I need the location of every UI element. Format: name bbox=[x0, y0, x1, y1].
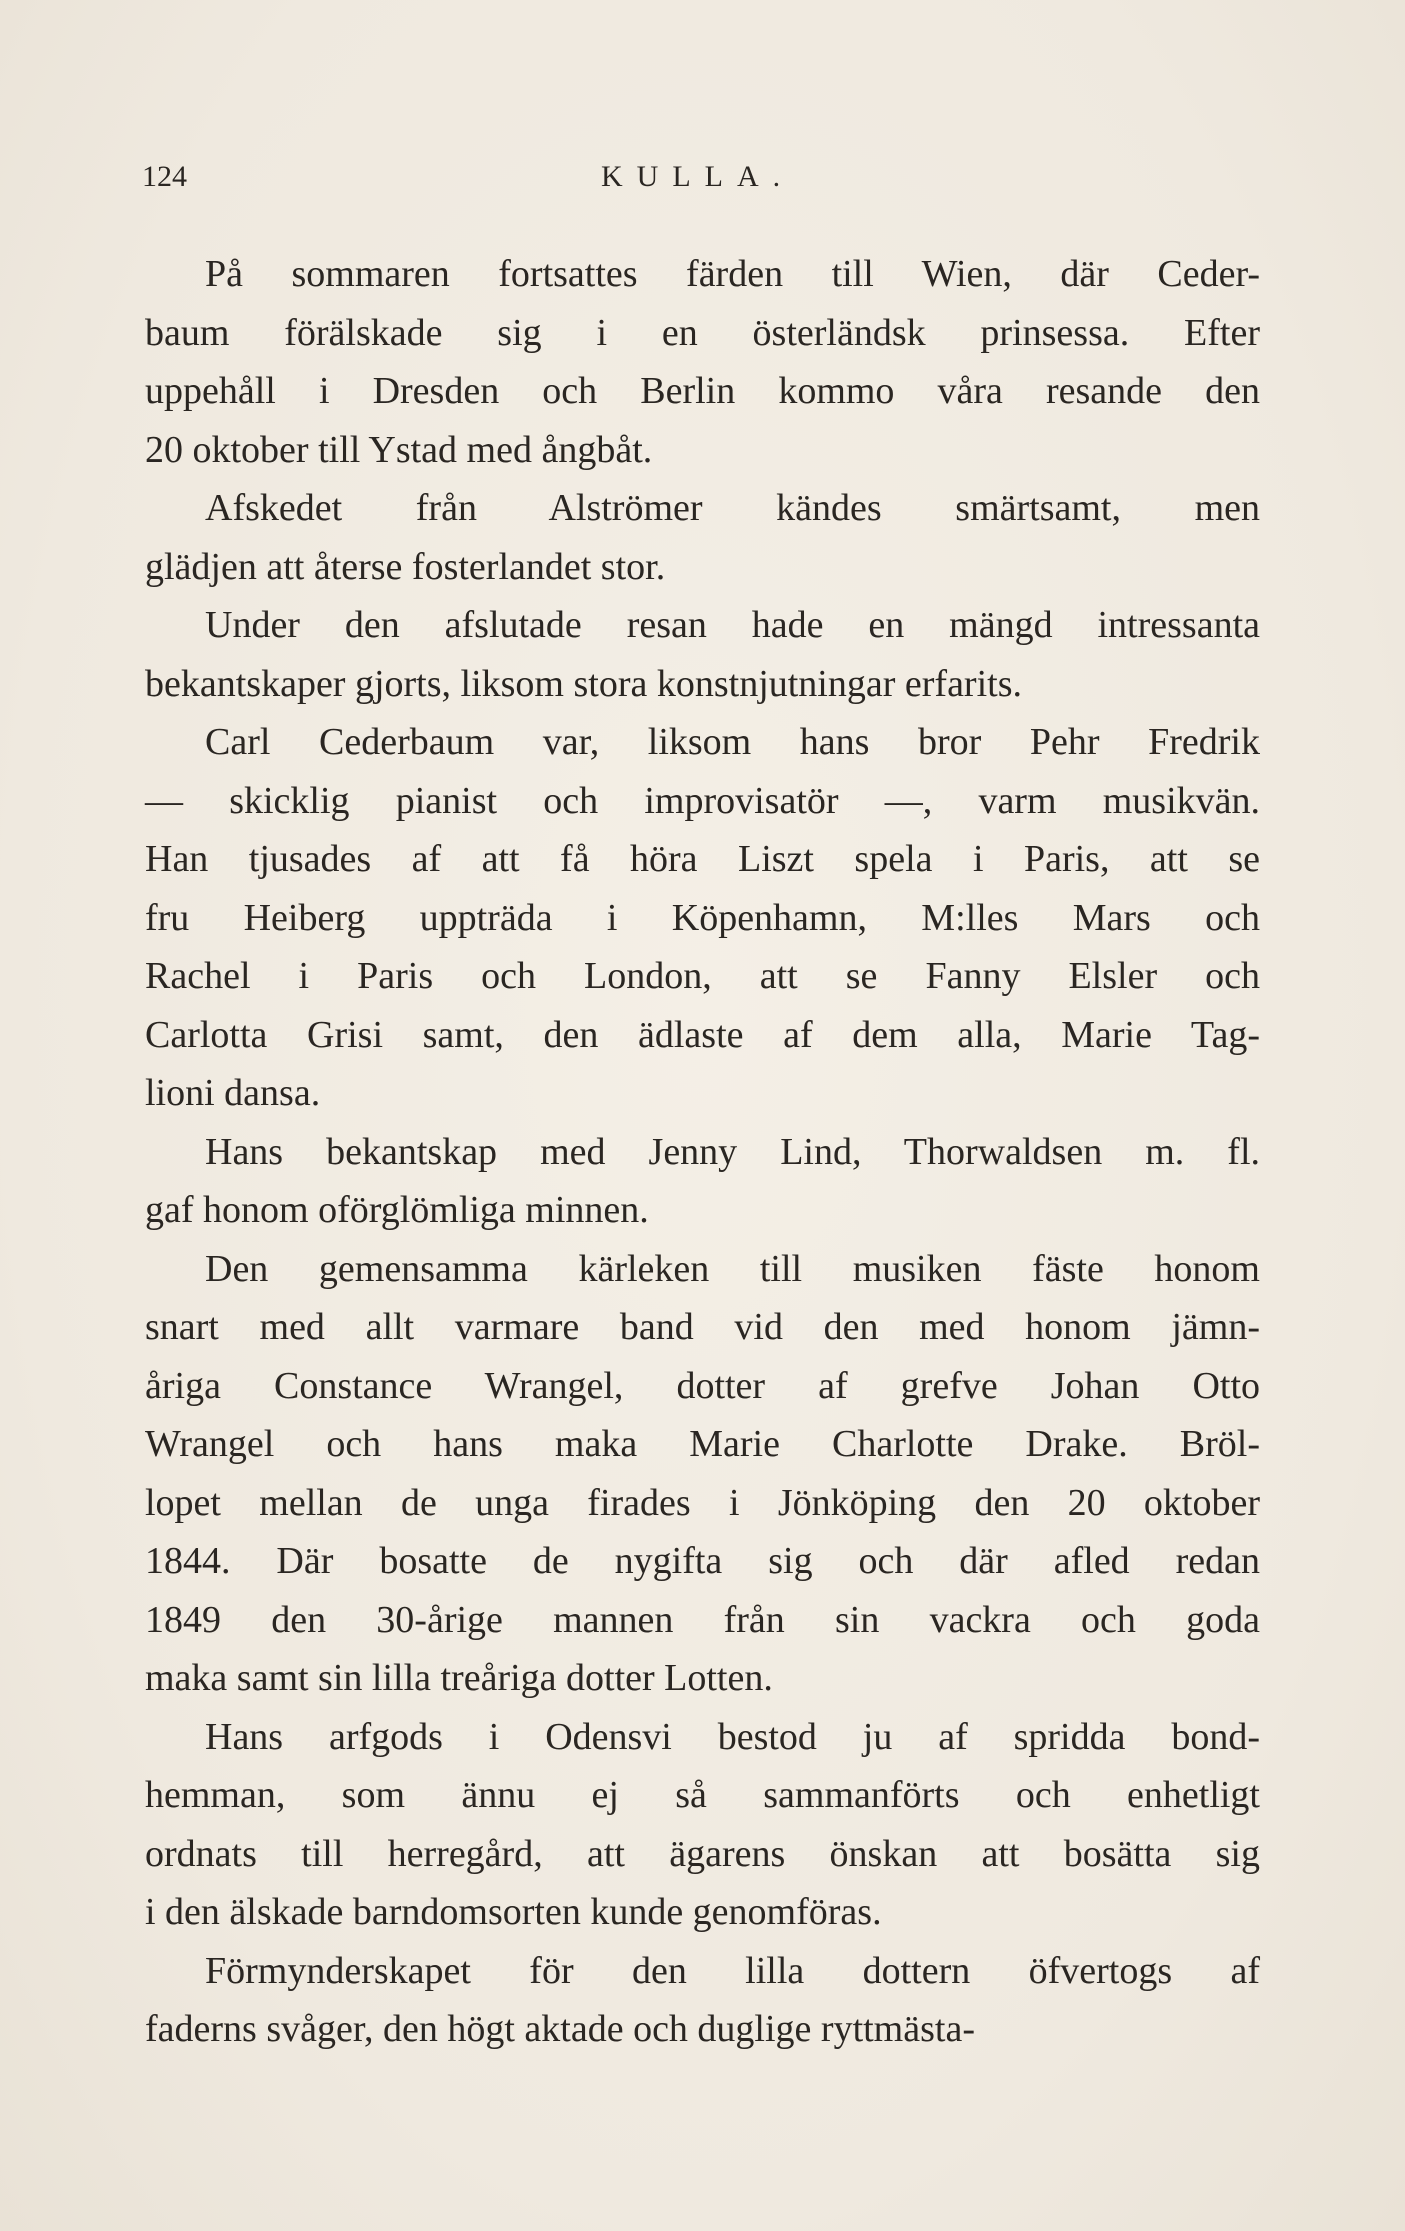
text-line: Hans arfgods i Odensvi bestod ju af spridda bond- bbox=[205, 1715, 1260, 1758]
paragraph bbox=[145, 479, 1260, 596]
paragraph bbox=[145, 245, 1260, 479]
text-line: bekantskaper gjorts, liksom stora konstnjutningar erfarits. bbox=[145, 662, 1022, 705]
text-line: faderns svåger, den högt aktade och duglige ryttmästa- bbox=[145, 2008, 975, 2050]
text-line: Afskedet från Alströmer kändes smärtsamt, men bbox=[205, 487, 1260, 529]
text-line: Wrangel och hans maka Marie Charlotte Drake. Bröl- bbox=[145, 1423, 1260, 1465]
text-line: Den gemensamma kärleken till musiken fäste honom bbox=[205, 1247, 1260, 1290]
text-line: hemman, som ännu ej så sammanförts och enhetligt bbox=[145, 1774, 1260, 1816]
body-text bbox=[145, 245, 1260, 2059]
text-line: Carl Cederbaum var, liksom hans bror Pehr Fredrik bbox=[205, 721, 1260, 763]
text-line: fru Heiberg uppträda i Köpenhamn, M:lles Mars och bbox=[145, 896, 1260, 939]
text-line: gaf honom oförglömliga minnen. bbox=[145, 1189, 649, 1231]
text-line: Hans bekantskap med Jenny Lind, Thorwaldsen m. fl. bbox=[205, 1130, 1260, 1173]
text-line: — skicklig pianist och improvisatör —, varm musikvän. bbox=[145, 779, 1260, 822]
text-line: Carlotta Grisi samt, den ädlaste af dem alla, Marie Tag- bbox=[145, 1013, 1260, 1056]
text-line: i den älskade barndomsorten kunde genomföras. bbox=[145, 1891, 882, 1933]
text-line: Under den afslutade resan hade en mängd intressanta bbox=[205, 604, 1260, 646]
text-line: baum förälskade sig i en österländsk prinsessa. Efter bbox=[145, 311, 1260, 354]
text-line: lopet mellan de unga firades i Jönköping den 20 oktober bbox=[145, 1481, 1260, 1524]
paragraph bbox=[145, 1708, 1260, 1942]
text-line: 1849 den 30-årige mannen från sin vackra och goda bbox=[145, 1598, 1260, 1641]
text-line: På sommaren fortsattes färden till Wien, där Ceder- bbox=[205, 253, 1260, 295]
text-line: 1844. Där bosatte de nygifta sig och där afled redan bbox=[145, 1540, 1260, 1582]
text-line: Förmynderskapet för den lilla dottern öfvertogs af bbox=[205, 1949, 1260, 1992]
running-head: KULLA. bbox=[601, 160, 795, 193]
text-line: glädjen att återse fosterlandet stor. bbox=[145, 545, 666, 588]
text-line: Han tjusades af att få höra Liszt spela i Paris, att se bbox=[145, 838, 1260, 880]
paragraph bbox=[145, 1123, 1260, 1240]
text-line: uppehåll i Dresden och Berlin kommo våra resande den bbox=[145, 370, 1260, 412]
text-line: snart med allt varmare band vid den med honom jämn- bbox=[145, 1306, 1260, 1348]
text-line: 20 oktober till Ystad med ångbåt. bbox=[145, 428, 653, 471]
paragraph bbox=[145, 1942, 1260, 2059]
text-line: åriga Constance Wrangel, dotter af grefve Johan Otto bbox=[145, 1364, 1260, 1407]
page-header bbox=[142, 160, 1262, 210]
paragraph bbox=[145, 713, 1260, 1123]
text-line: maka samt sin lilla treåriga dotter Lotten. bbox=[145, 1657, 773, 1699]
text-line: ordnats till herregård, att ägarens önskan att bosätta sig bbox=[145, 1832, 1260, 1875]
paragraph bbox=[145, 596, 1260, 713]
text-line: lioni dansa. bbox=[145, 1072, 321, 1114]
paragraph bbox=[145, 1240, 1260, 1708]
text-line: Rachel i Paris och London, att se Fanny Elsler och bbox=[145, 955, 1260, 997]
page-number: 124 bbox=[142, 160, 187, 193]
